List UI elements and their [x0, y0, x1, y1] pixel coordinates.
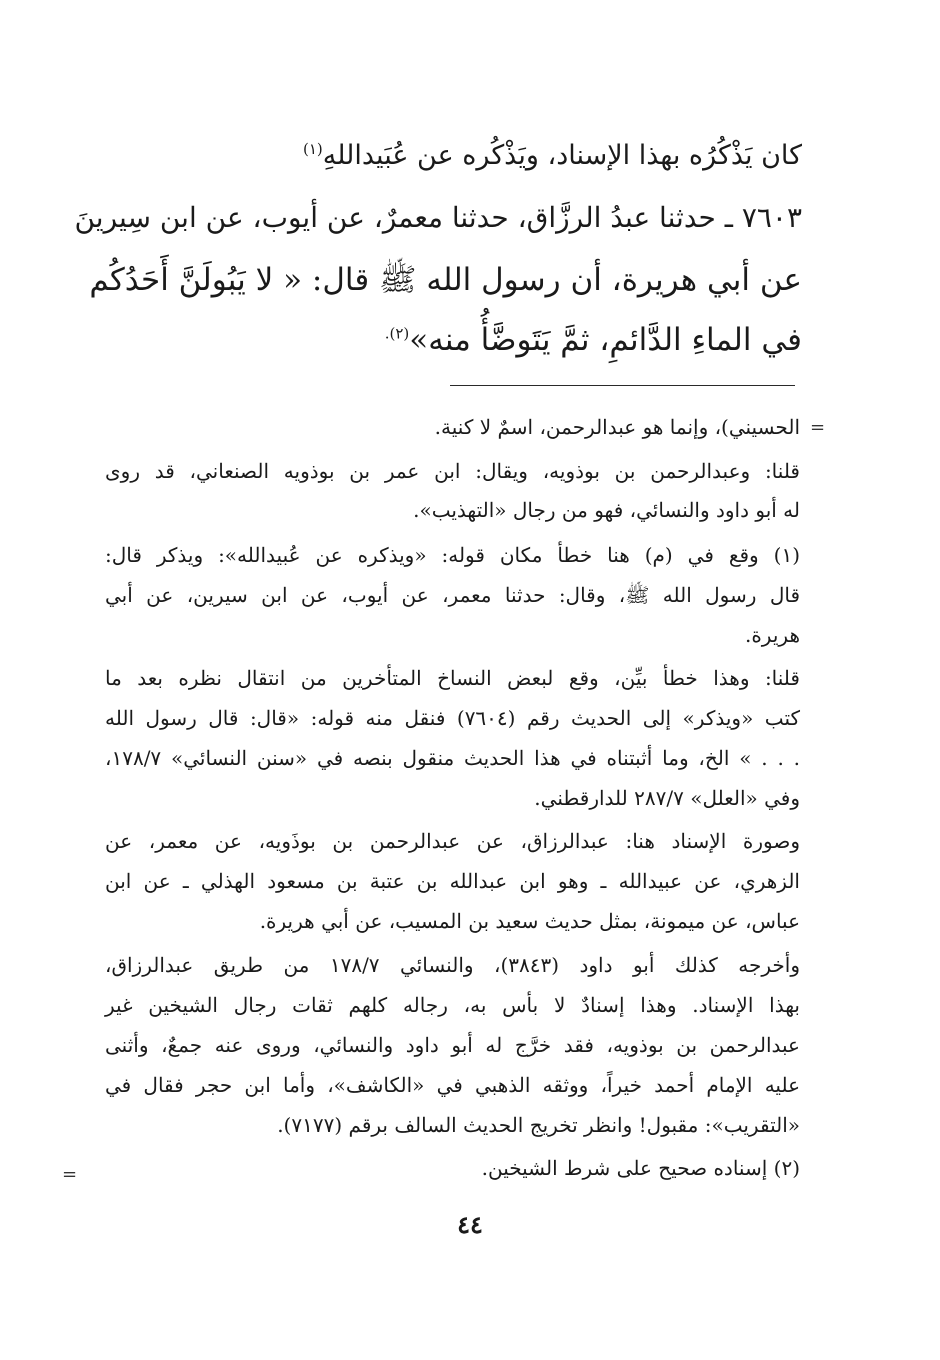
footnote-line: وصورة الإسناد هنا: عبدالرزاق، عن عبدالرحمن بن بوذَويه، عن معمر، عن	[105, 829, 800, 853]
footnote-line: (١) وقع في (م) هنا خطأ مكان قوله: «ويذكره عن عُبيدالله»: ويذكر قال:	[105, 543, 800, 567]
footnote-line: . . . » الخ، وما أثبتناه في هذا الحديث منقول بنصه في «سنن النسائي» ١٧٨/٧،	[105, 746, 800, 770]
footnote-ref-1: (١)	[302, 140, 323, 158]
footnote-divider	[450, 385, 795, 386]
hadith-heading-line: ٧٦٠٣ ـ حدثنا عبدُ الرزَّاق، حدثنا معمرٌ، عن أيوب، عن ابن سِيرينَ	[74, 201, 802, 234]
page-number: ٤٤	[457, 1210, 483, 1239]
footnote-line: عليه الإمام أحمد خيراً، ووثقه الذهبي في «الكاشف»، وأما ابن حجر فقال في	[105, 1073, 800, 1097]
footnote-line: وأخرجه كذلك أبو داود (٣٨٤٣)، والنسائي ١٧٨/٧ من طريق عبدالرزاق،	[105, 953, 800, 977]
footnote-line: له أبو داود والنسائي، فهو من رجال «التهذيب».	[413, 498, 800, 522]
footnote-line: «التقريب»: مقبول! وانظر تخريج الحديث السالف برقم (٧١٧٧).	[277, 1113, 800, 1137]
hadith-text-line-1: عن أبي هريرة، أن رسول الله ﷺ قال: « لا يَبُولَنَّ أَحَدُكُم	[89, 262, 802, 298]
footnote-line: بهذا الإسناد. وهذا إسنادٌ لا بأس به، رجاله كلهم ثقات رجال الشيخين غير	[105, 993, 800, 1017]
main-text-line-1	[303, 136, 802, 176]
footnote-line: الحسيني)، وإنما هو عبدالرحمن، اسمٌ لا كنية.	[434, 415, 800, 439]
footnote-line: (٢) إسناده صحيح على شرط الشيخين.	[481, 1156, 800, 1180]
footnote-line: كتب «ويذكر» إلى الحديث رقم (٧٦٠٤) فنقل منه قوله: «قال: قال رسول الله	[105, 706, 801, 730]
hadith-text-line-2-text: في الماءِ الدَّائمِ، ثمَّ يَتَوضَّأُ منه»	[409, 322, 802, 358]
footnote-line: وفي «العلل» ٢٨٧/٧ للدارقطني.	[534, 786, 800, 810]
next-page-mark: =	[62, 1164, 78, 1185]
hadith-text-line-2	[385, 318, 802, 362]
footnote-line: قال رسول الله ﷺ، وقال: حدثنا معمر، عن أيوب، عن ابن سيرين، عن أبي	[105, 583, 800, 607]
continuation-mark: =	[810, 417, 826, 438]
footnote-line: عباس، عن ميمونة، بمثل حديث سعيد بن المسيب، عن أبي هريرة.	[259, 909, 800, 933]
footnote-ref-2: (٢).	[384, 324, 410, 343]
main-text-line-1-text: كان يَذْكُرُه بهذا الإسناد، ويَذْكُره عن عُبَيداللهِ	[322, 140, 802, 171]
footnote-line: هريرة.	[744, 623, 800, 647]
footnote-line: قلنا: وعبدالرحمن بن بوذويه، ويقال: ابن عمر بن بوذويه الصنعاني، قد روى	[105, 459, 800, 483]
footnote-line: قلنا: وهذا خطأ بيِّن، وقع لبعض النساخ المتأخرين من انتقال نظره بعد ما	[105, 666, 800, 690]
footnote-line: عبدالرحمن بن بوذويه، فقد خرَّج له أبو داود والنسائي، وروى عنه جمعٌ، وأثنى	[105, 1033, 800, 1057]
footnote-line: الزهري، عن عبيدالله ـ وهو ابن عبدالله بن عتبة بن مسعود الهذلي ـ عن ابن	[105, 869, 800, 893]
